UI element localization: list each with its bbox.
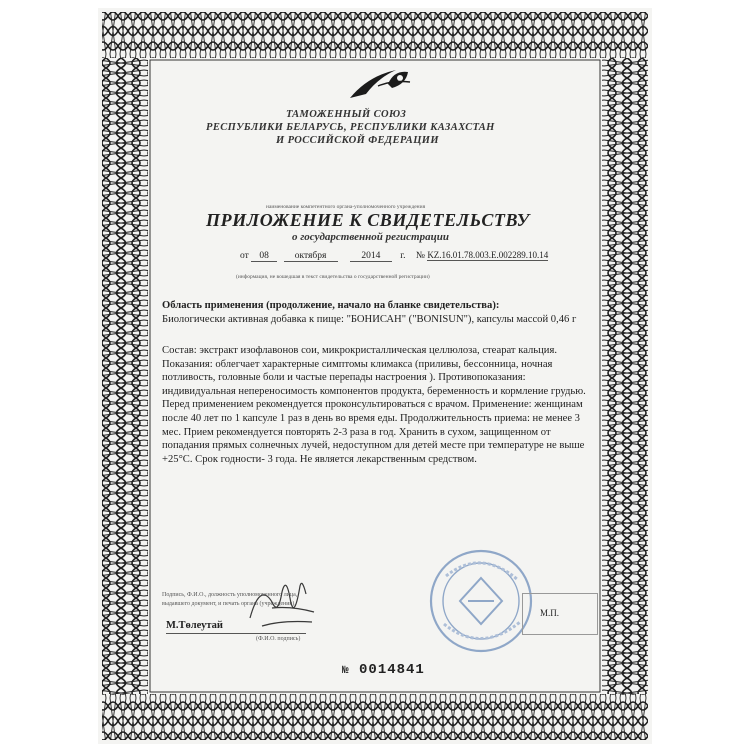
registration-from-label: от [240,251,249,261]
document-title: ПРИЛОЖЕНИЕ К СВИДЕТЕЛЬСТВУ [206,210,530,230]
scope-text: Биологически активная добавка к пище: "БОНИСАН" ("BONISUN"), капсулы массой 0,46 г [162,313,577,325]
registration-number: KZ.16.01.78.003.Е.002289.10.14 [427,250,549,260]
registration-month: октября [284,251,338,262]
certificate-content [156,60,594,692]
registration-line [240,250,548,262]
round-stamp-icon [426,546,536,656]
additional-info-caption: (информация, не вошедшая в текст свидетельства о государственной регистрации) [236,274,430,280]
registration-number-label: № [415,251,425,261]
registration-year-suffix: г. [400,251,406,261]
registration-year: 2014 [350,251,392,262]
header-line-customs-union: ТАМОЖЕННЫЙ СОЮЗ [286,109,407,120]
handwritten-signature-icon [242,572,322,634]
registration-day: 08 [251,251,277,262]
composition-text: Состав: экстракт изофлавонов сои, микрокристаллическая целлюлоза, стеарат кальция. Показания: облегчает характерные симптомы климакса (приливы, бессонница, ночная потливость, головные боли и частые перепады настроения ). Противопоказания: индивидуальная непереносимость компонентов продукта, беременность и кормление грудью. Перед применением рекомендуется проконсультироваться с врачом. Применение: женщинам после 40 лет по 1 капсуле 1 раз в день во время еды. Продолжительность приема: не менее 3 мес. Прием рекомендуется повторять 2-3 раза в год. Хранить в сухом, защищенном от попадания прямых солнечных лучей, недоступном для детей месте при температуре не выше +25°С. Срок годности- 3 года. Не является лекарственным средством. [162,345,586,465]
blank-number-value: 0014841 [359,662,425,678]
signature-caption-line1: Подпись, Ф.И.О., должность уполномоченного лица, [162,592,298,598]
signature-caption-line2: выдавшего документ, и печать органа (учреждения), [162,601,296,607]
signature-underline [166,633,306,634]
seal-placeholder-box [522,593,598,635]
scope-heading: Область применения (продолжение, начало на бланке свидетельства): [162,300,500,311]
scope-section [162,299,594,326]
header-line-russian-federation: И РОССИЙСКОЙ ФЕДЕРАЦИИ [276,135,439,146]
document-subtitle: о государственной регистрации [292,231,449,243]
fio-caption: (Ф.И.О. подпись) [256,636,301,642]
blank-serial-number [342,662,425,678]
certificate-sheet [98,8,652,744]
header-line-republics: РЕСПУБЛИКИ БЕЛАРУСЬ, РЕСПУБЛИКИ КАЗАХСТАН [206,122,495,133]
signatory-name: М.Төлеутай [166,620,223,631]
seal-mp-label: М.П. [540,608,560,618]
customs-union-emblem-icon [348,64,414,100]
blank-number-label: № [342,665,350,677]
competent-authority-caption: наименование компетентного органа-уполномоченного учреждения [266,204,426,210]
